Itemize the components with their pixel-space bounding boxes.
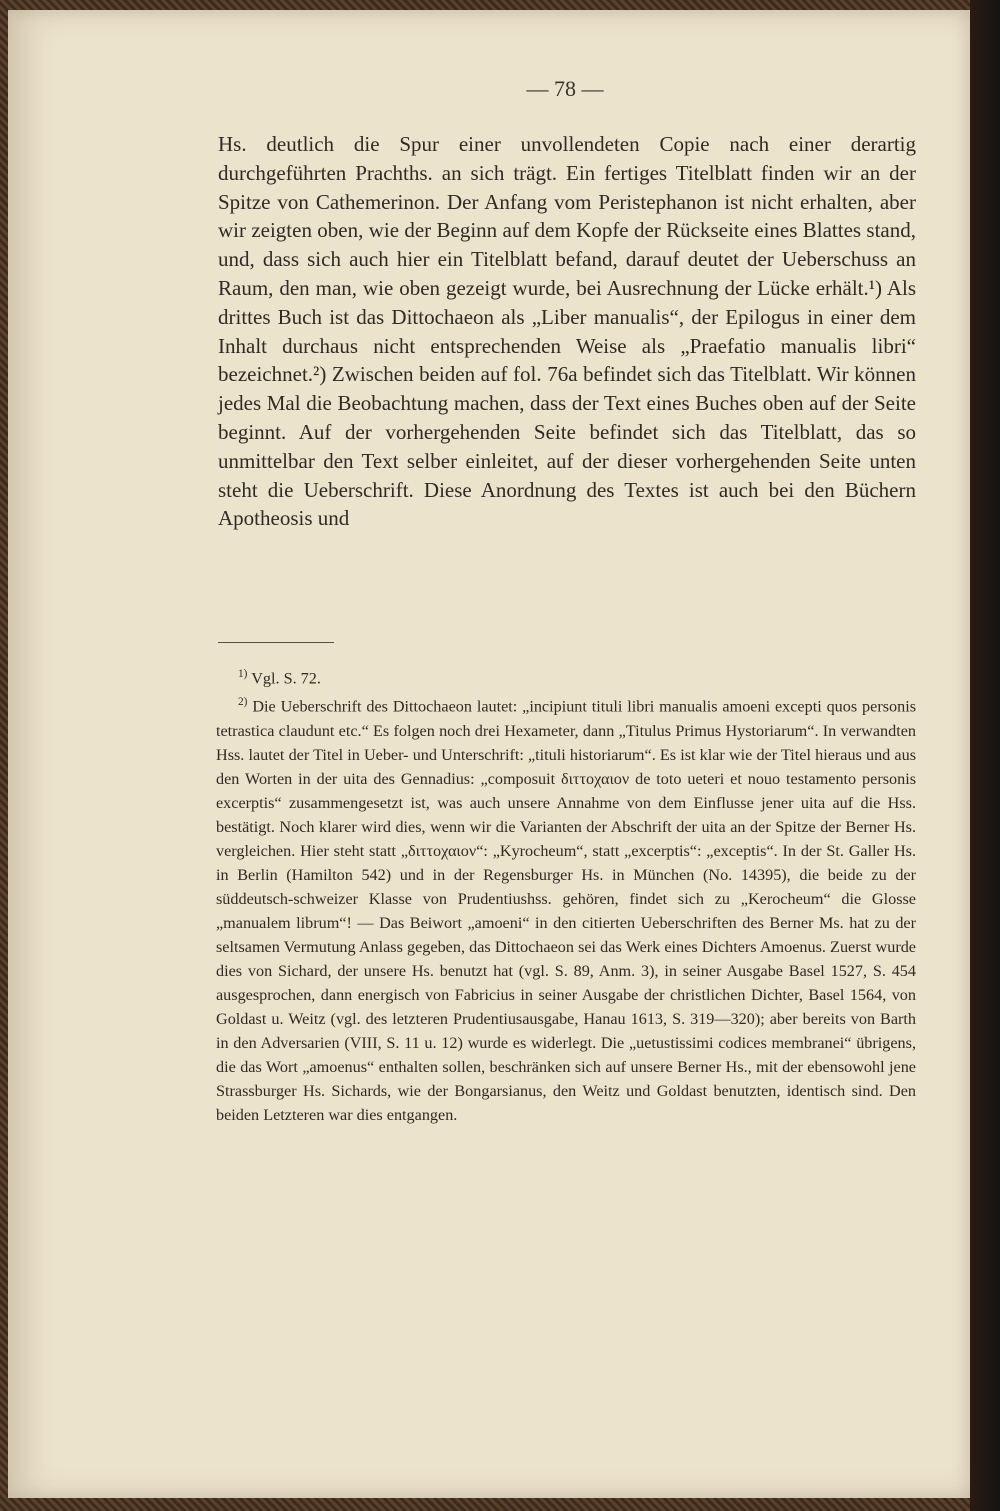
footnote-1-mark: 1) bbox=[238, 668, 248, 680]
book-spine bbox=[970, 0, 1000, 1511]
main-text bbox=[218, 130, 916, 533]
footnote-2-mark: 2) bbox=[238, 696, 248, 709]
footnote-2 bbox=[216, 690, 916, 1126]
footnote-2-text: Die Ueberschrift des Dittochaeon lautet: „incipiunt tituli libri manualis amoeni excepti quos personis tetrastica claudunt etc.“ Es folgen noch drei Hexameter, dann „Titulus Primus Hystoriarum“. In verwandten Hss. lautet der Titel in Ueber- und Unterschrift: „tituli historiarum“. Es ist klar wie der Titel hieraus und aus den Worten in der uita des Gennadius: „composuit διττοχαιον de toto ueteri et nouo testamento personis excerptis“ zusammengesetzt ist, was auch unsere Annahme von dem Einflusse jener uita auf die Hss. bestätigt. Noch klarer wird dies, wenn wir die Varianten der Abschrift der uita an der Spitze der Berner Hs. vergleichen. Hier steht statt „διττοχαιον“: „Kyrocheum“, statt „excerptis“: „exceptis“. In der St. Galler Hs. in Berlin (Hamilton 542) und in der Regensburger Hs. in München (No. 14395), die beide zu der süddeutsch-schweizer Klasse von Prudentiushss. gehören, findet sich zu „Kerocheum“ die Glosse „manualem librum“! — Das Beiwort „amoeni“ in den citierten Ueberschriften des Berner Ms. hat zu der seltsamen Vermutung Anlass gegeben, das Dittochaeon sei das Werk eines Dichters Amoenus. Zuerst wurde dies von Sichard, der unsere Hs. benutzt hat (vgl. S. 89, Anm. 3), in seiner Ausgabe Basel 1527, S. 454 ausgesprochen, dann energisch von Fabricius in seiner Ausgabe der christlichen Dichter, Basel 1564, von Goldast u. Weitz (vgl. des letzteren Prudentiusausgabe, Hanau 1613, S. 319—320); aber bereits von Barth in den Adversarien (VIII, S. 11 u. 12) wurde es widerlegt. Die „uetustissimi codices membranei“ übrigens, die das Wort „amoenus“ enthalten sollen, beschränken sich auf unsere Berner Hs., mit der ebensowohl jene Strassburger Hs. Sichards, wie der Bongarsianus, den Weitz und Goldast benutzten, identisch sind. Den beiden Letzteren war dies entgangen. bbox=[216, 697, 916, 1124]
page-number: — 78 — bbox=[526, 76, 604, 101]
footnote-divider bbox=[218, 642, 334, 643]
footnotes bbox=[216, 662, 916, 1127]
footnote-1 bbox=[216, 662, 916, 690]
main-paragraph: Hs. deutlich die Spur einer unvollendeten Copie nach einer derartig durchgeführten Prachths. an sich trägt. Ein fertiges Titelblatt finden wir an der Spitze von Cathemerinon. Der Anfang vom Peristephanon ist nicht erhalten, aber wir zeigten oben, wie der Beginn auf dem Kopfe der Rückseite eines Blattes stand, und, dass sich auch hier ein Titelblatt befand, darauf deutet der Ueberschuss an Raum, den man, wie oben gezeigt wurde, bei Ausrechnung der Lücke erhält.¹) Als drittes Buch ist das Dittochaeon als „Liber manualis“, der Epilogus in einer dem Inhalt durchaus nicht entsprechenden Weise als „Praefatio manualis libri“ bezeichnet.²) Zwischen beiden auf fol. 76a befindet sich das Titelblatt. Wir können jedes Mal die Beobachtung machen, dass der Text eines Buches oben auf der Seite beginnt. Auf der vorhergehenden Seite befindet sich das Titelblatt, das so unmittelbar den Text selber einleitet, auf der dieser vorhergehenden Seite unten steht die Ueberschrift. Diese Anordnung des Textes ist auch bei den Büchern Apotheosis und bbox=[218, 132, 916, 531]
footnote-1-text: Vgl. S. 72. bbox=[251, 669, 321, 688]
